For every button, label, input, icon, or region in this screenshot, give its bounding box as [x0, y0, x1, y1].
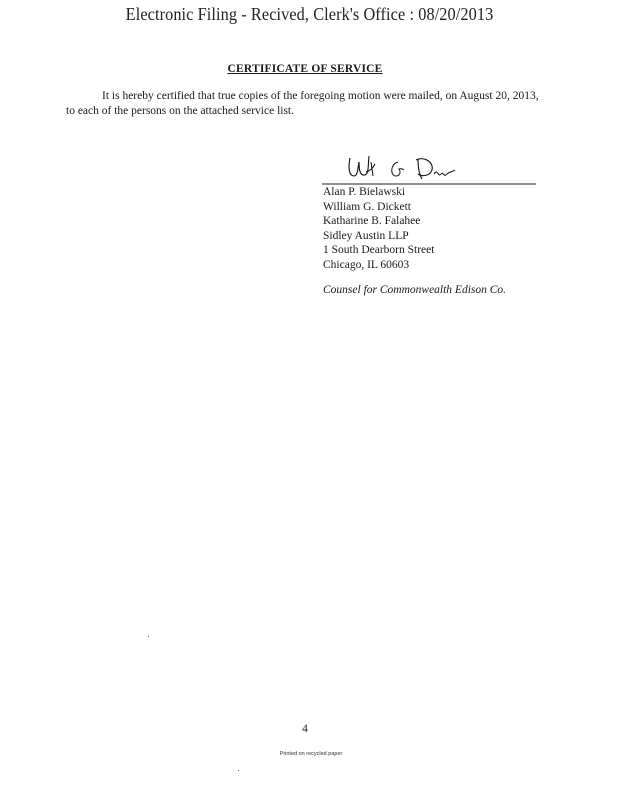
counsel-for-line: Counsel for Commonwealth Edison Co. — [323, 284, 507, 296]
electronic-filing-stamp: Electronic Filing - Recived, Clerk's Office : 08/20/2013 — [125, 4, 494, 24]
certificate-title: CERTIFICATE OF SERVICE — [227, 63, 383, 75]
city-state-zip: Chicago, IL 60603 — [323, 258, 410, 271]
page-number: 4 — [302, 723, 308, 735]
certificate-body — [66, 89, 544, 118]
attorney-name: William G. Dickett — [323, 200, 412, 213]
certificate-body-text: It is hereby certified that true copies of the foregoing motion were mailed, on August 20, 2013, to each of the persons on the attached service list. — [66, 90, 539, 117]
attorney-name: Katharine B. Falahee — [323, 215, 421, 227]
scan-speck — [148, 636, 149, 637]
street-address: 1 South Dearborn Street — [323, 244, 435, 256]
law-firm-name: Sidley Austin LLP — [323, 229, 409, 242]
handwritten-signature — [318, 150, 538, 188]
signature-block — [323, 185, 434, 272]
scan-speck — [238, 770, 239, 771]
recycled-paper-note: Printed on recycled paper — [279, 751, 343, 757]
attorney-name: Alan P. Bielawski — [323, 186, 406, 198]
